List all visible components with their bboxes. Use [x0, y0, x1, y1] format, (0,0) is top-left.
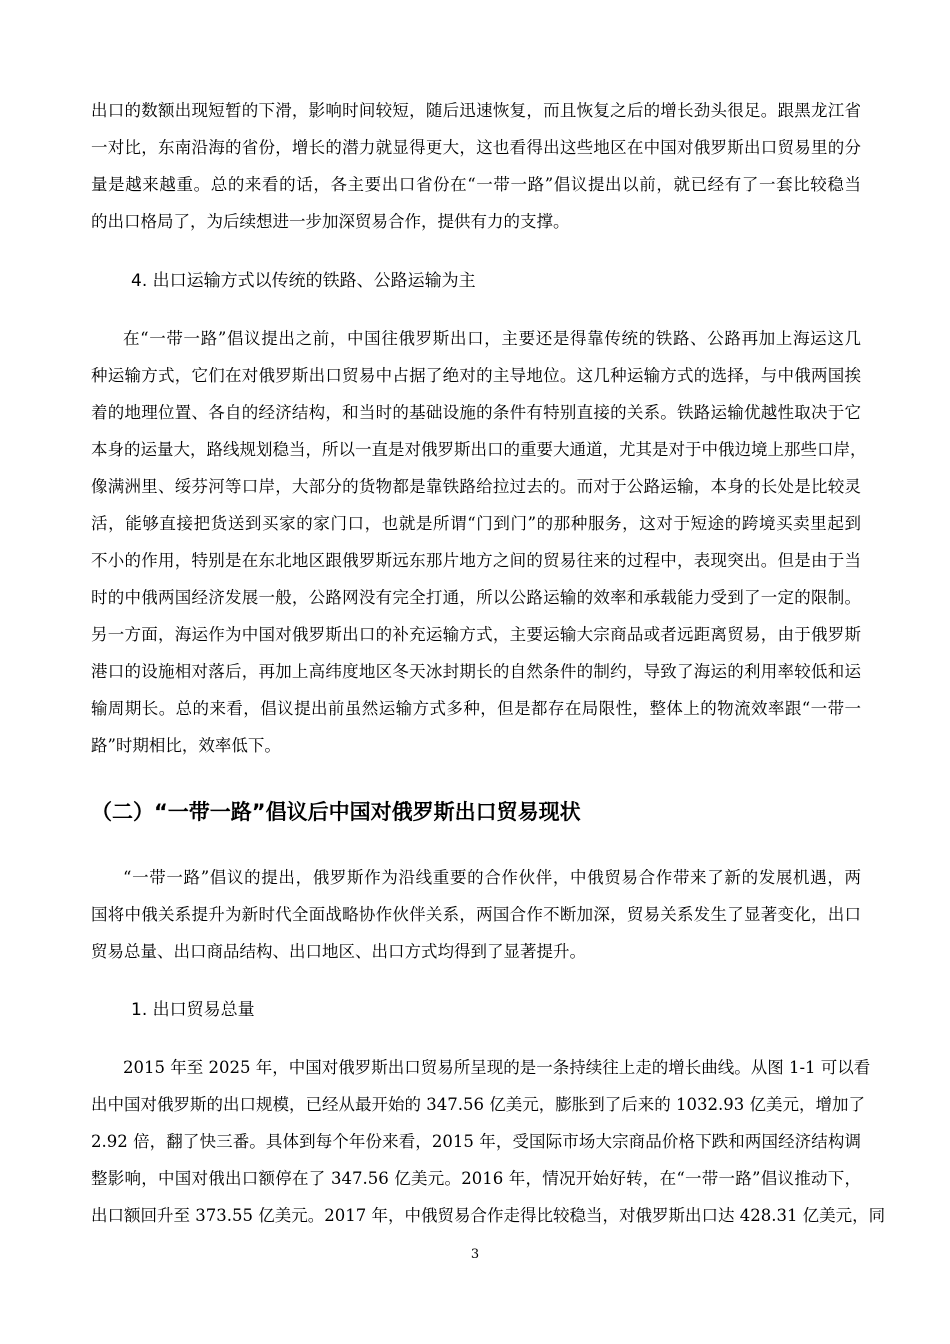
paragraph-line: 种运输方式，它们在对俄罗斯出口贸易中占据了绝对的主导地位。这几种运输方式的选择，与中俄两国挨: [91, 366, 861, 385]
paragraph-line: “一带一路”倡议的提出，俄罗斯作为沿线重要的合作伙伴，中俄贸易合作带来了新的发展机遇，两: [123, 868, 861, 887]
paragraph-line: 量是越来越重。总的来看的话，各主要出口省份在“一带一路”倡议提出以前，就已经有了一套比较稳当: [91, 175, 861, 194]
paragraph-line: 贸易总量、出口商品结构、出口地区、出口方式均得到了显著提升。: [91, 942, 586, 961]
page-number: 3: [470, 1247, 480, 1262]
paragraph-line: 另一方面，海运作为中国对俄罗斯出口的补充运输方式，主要运输大宗商品或者远距离贸易，由于俄罗斯: [91, 625, 861, 644]
paragraph-line: 2015 年至 2025 年，中国对俄罗斯出口贸易所呈现的是一条持续往上走的增长曲线。从图 1-1 可以看: [123, 1058, 871, 1077]
paragraph-line: 整影响，中国对俄出口额停在了 347.56 亿美元。2016 年，情况开始好转，在“一带一路”倡议推动下，: [91, 1169, 861, 1188]
paragraph-line: 国将中俄关系提升为新时代全面战略协作伙伴关系，两国合作不断加深，贸易关系发生了显著变化，出口: [91, 905, 861, 924]
paragraph-line: 出中国对俄罗斯的出口规模，已经从最开始的 347.56 亿美元，膨胀到了后来的 1032.93 亿美元，增加了: [91, 1095, 865, 1114]
paragraph-line: 活，能够直接把货送到买家的家门口，也就是所谓“门到门”的那种服务，这对于短途的跨境买卖里起到: [91, 514, 861, 533]
paragraph-line: 时的中俄两国经济发展一般，公路网没有完全打通，所以公路运输的效率和承载能力受到了一定的限制。: [91, 588, 861, 607]
paragraph-line: 出口额回升至 373.55 亿美元。2017 年，中俄贸易合作走得比较稳当，对俄罗斯出口达 428.31 亿美元，同: [91, 1206, 886, 1225]
paragraph-line: 不小的作用，特别是在东北地区跟俄罗斯远东那片地方之间的贸易往来的过程中，表现突出。但是由于当: [91, 551, 861, 570]
paragraph-line: 2.92 倍，翻了快三番。具体到每个年份来看，2015 年，受国际市场大宗商品价格下跌和两国经济结构调: [91, 1132, 861, 1151]
paragraph-line: 输周期长。总的来看，倡议提出前虽然运输方式多种，但是都存在局限性，整体上的物流效率跟“一带一: [91, 699, 861, 718]
paragraph-line: 在“一带一路”倡议提出之前，中国往俄罗斯出口，主要还是得靠传统的铁路、公路再加上海运这几: [123, 329, 861, 348]
paragraph-line: 着的地理位置、各自的经济结构，和当时的基础设施的条件有特别直接的关系。铁路运输优越性取决于它: [91, 403, 861, 422]
subsection-heading: 4. 出口运输方式以传统的铁路、公路运输为主: [131, 271, 476, 291]
paragraph-line: 一对比，东南沿海的省份，增长的潜力就显得更大，这也看得出这些地区在中国对俄罗斯出口贸易里的分: [91, 138, 861, 157]
paragraph-line: 路”时期相比，效率低下。: [91, 736, 281, 755]
paragraph-line: 的出口格局了，为后续想进一步加深贸易合作，提供有力的支撑。: [91, 212, 570, 231]
section-heading: （二）“一带一路”倡议后中国对俄罗斯出口贸易现状: [91, 800, 581, 824]
paragraph-line: 出口的数额出现短暂的下滑，影响时间较短，随后迅速恢复，而且恢复之后的增长劲头很足。跟黑龙江省: [91, 101, 861, 120]
paragraph-line: 港口的设施相对落后，再加上高纬度地区冬天冰封期长的自然条件的制约，导致了海运的利用率较低和运: [91, 662, 861, 681]
paragraph-line: 像满洲里、绥芬河等口岸，大部分的货物都是靠铁路给拉过去的。而对于公路运输，本身的长处是比较灵: [91, 477, 861, 496]
subsection-heading: 1. 出口贸易总量: [131, 1000, 255, 1020]
paragraph-line: 本身的运量大，路线规划稳当，所以一直是对俄罗斯出口的重要大通道，尤其是对于中俄边境上那些口岸，: [91, 440, 867, 459]
